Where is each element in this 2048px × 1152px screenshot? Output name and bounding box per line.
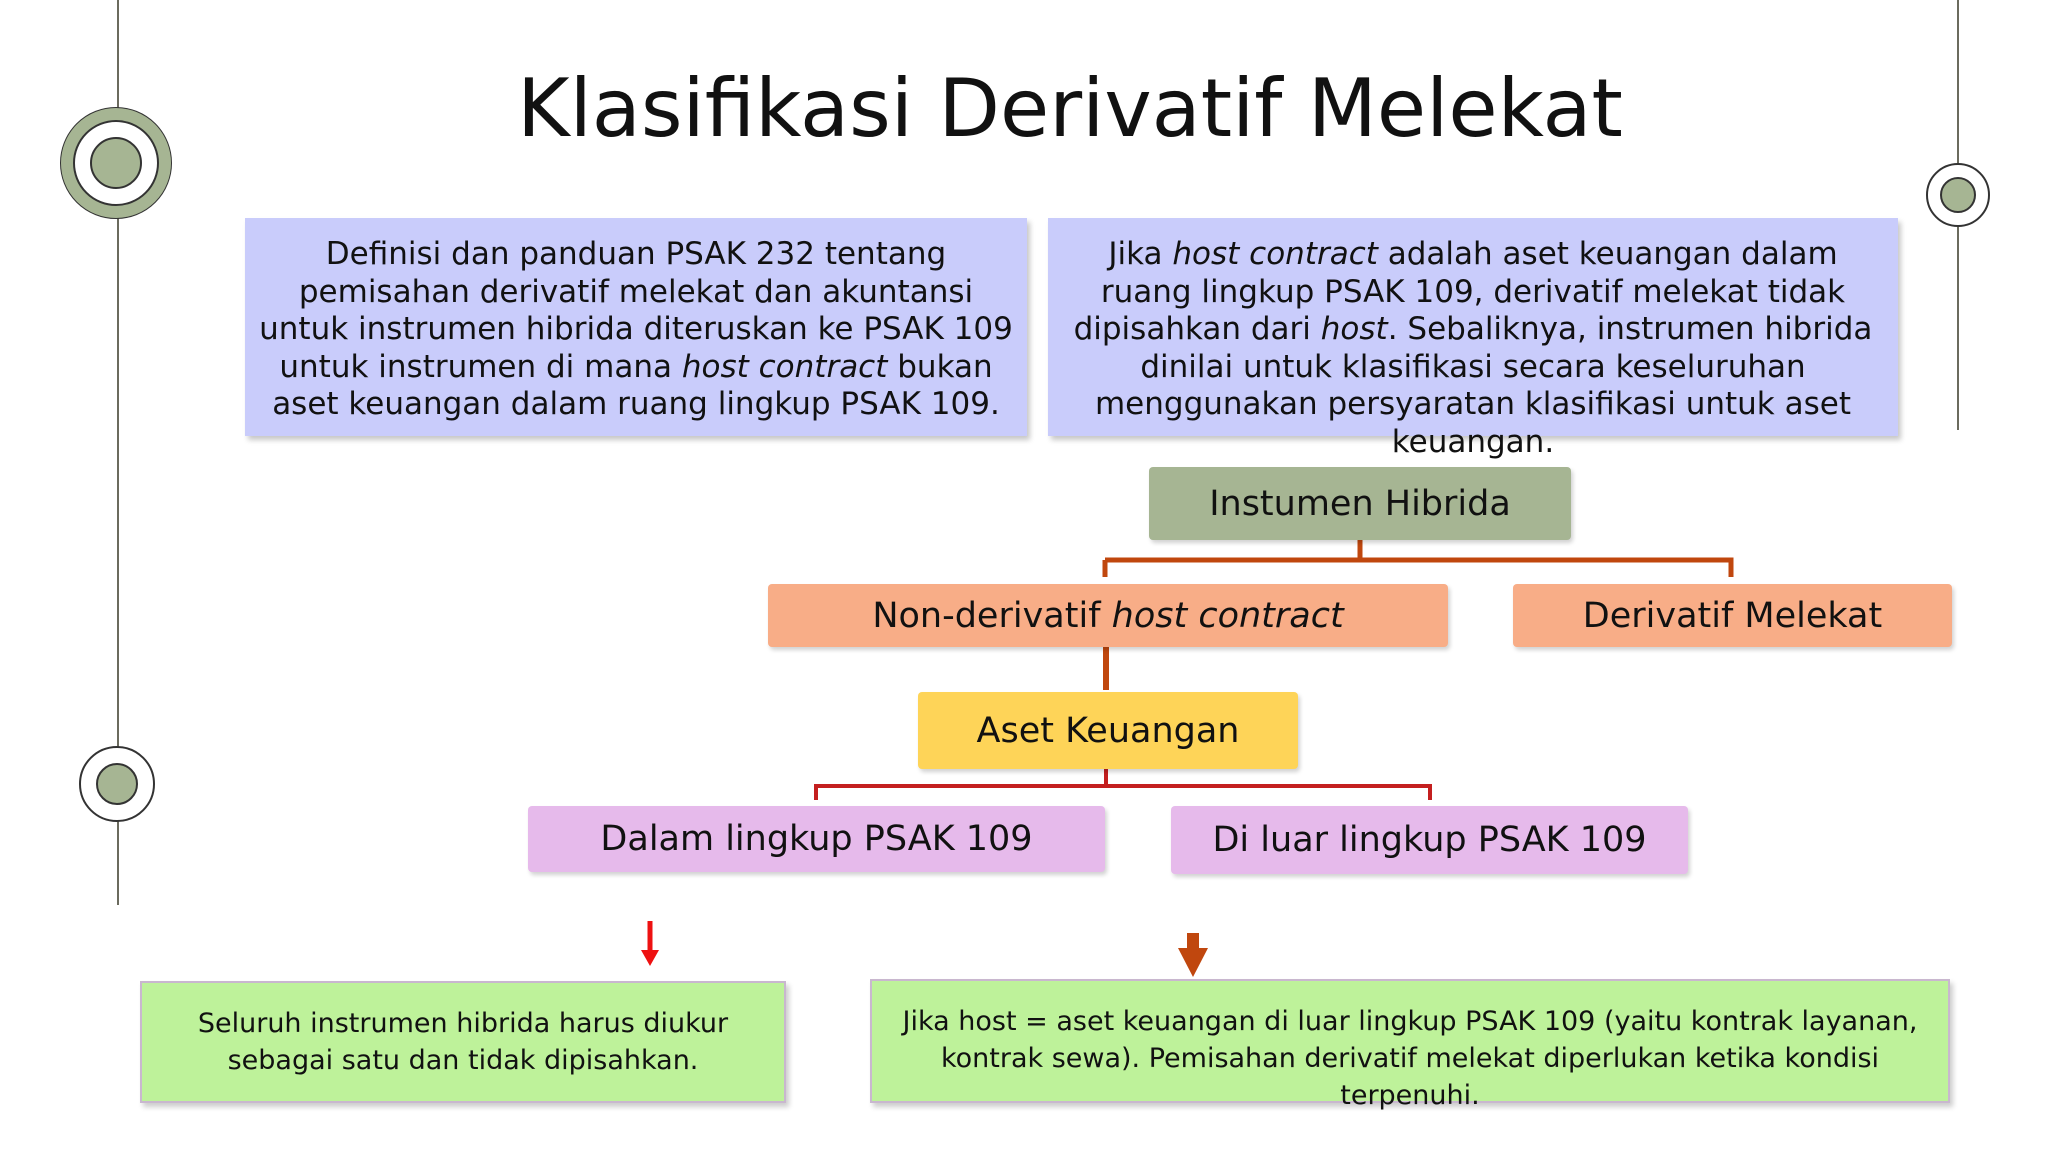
info-right-emphasis-2: host	[1320, 311, 1388, 347]
node-instumen-hibrida: Instumen Hibrida	[1149, 467, 1571, 540]
node-non-derivatif-host-contract	[768, 584, 1448, 647]
info-right-text-1: Jika	[1108, 236, 1173, 272]
info-right-text-2: adalah aset keuangan dalam ruang lingkup PSAK 109, derivatif melekat tidak dipisahkan dari	[1073, 236, 1846, 347]
connector-asset-children	[816, 786, 1430, 800]
arrow-left-head	[641, 950, 659, 966]
node-di-luar-lingkup: Di luar lingkup PSAK 109	[1171, 806, 1688, 874]
host-node-emphasis: host contract	[1111, 595, 1344, 636]
info-right-emphasis-1: host contract	[1172, 236, 1378, 272]
node-dalam-lingkup: Dalam lingkup PSAK 109	[528, 806, 1105, 872]
arrow-right-head	[1178, 948, 1208, 977]
info-left-emphasis: host contract	[681, 348, 888, 385]
connector-root-children	[1105, 560, 1731, 577]
note-left: Seluruh instrumen hibrida harus diukur sebagai satu dan tidak dipisahkan.	[140, 981, 786, 1103]
arrow-right-shaft	[1187, 933, 1199, 949]
info-left-text-1: Definisi dan panduan PSAK 232 tentang pemisahan derivatif melekat dan akuntansi untuk instrumen hibrida diteruskan ke PSAK 109 untuk instrumen di mana	[259, 236, 1013, 385]
page-title: Klasifikasi Derivatif Melekat	[517, 62, 1623, 155]
node-aset-keuangan: Aset Keuangan	[918, 692, 1298, 769]
node-derivatif-melekat: Derivatif Melekat	[1513, 584, 1952, 647]
info-left-text-2: bukan aset keuangan dalam ruang lingkup PSAK 109.	[272, 348, 1000, 422]
note-right: Jika host = aset keuangan di luar lingkup PSAK 109 (yaitu kontrak layanan, kontrak sewa). Pemisahan derivatif melekat diperlukan ketika kondisi terpenuhi.	[870, 979, 1950, 1103]
host-node-prefix: Non-derivatif	[872, 595, 1112, 636]
info-right-text-3: . Sebaliknya, instrumen hibrida dinilai untuk klasifikasi secara keseluruhan menggunakan persyaratan klasifikasi untuk aset keuangan.	[1094, 311, 1873, 460]
